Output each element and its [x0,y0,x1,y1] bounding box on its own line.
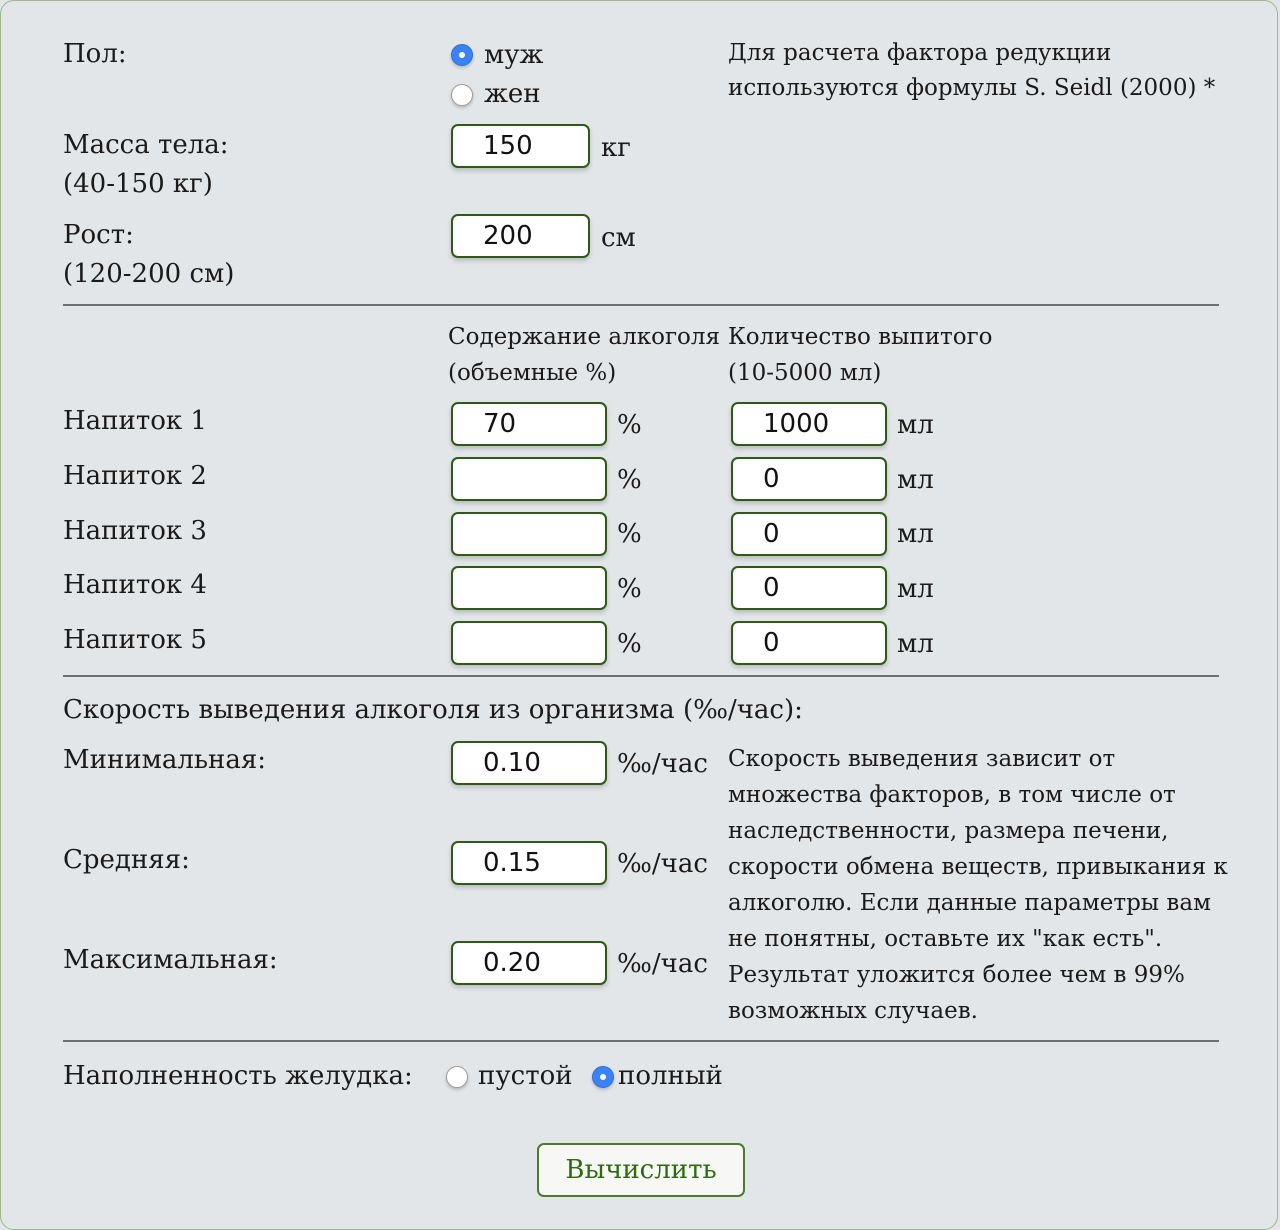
drink-5-alcohol-input[interactable] [451,621,607,665]
height-unit: см [601,223,636,253]
elimination-min-label: Минимальная: [63,745,266,775]
divider [63,1040,1219,1042]
stomach-full-label[interactable]: полный [618,1061,723,1091]
stomach-empty-label[interactable]: пустой [478,1061,573,1091]
elimination-max-unit: ‰/час [617,949,708,979]
drink-4-alcohol-input[interactable] [451,566,607,610]
elimination-note [728,741,1228,1029]
elimination-note-line: не понятны, оставьте их "как есть". [728,926,1163,952]
drink-1-ml-unit: мл [897,410,934,440]
gender-male-radio[interactable] [451,44,473,66]
elimination-note-line: возможных случаев. [728,998,978,1024]
divider [63,675,1219,677]
calculate-button[interactable]: Вычислить [537,1143,745,1197]
drink-2-label: Напиток 2 [63,461,207,491]
elimination-avg-unit: ‰/час [617,849,708,879]
drink-3-ml-unit: мл [897,519,934,549]
height-range: (120-200 см) [63,259,235,289]
elimination-note-line: Результат уложится более чем в 99% [728,962,1185,988]
gender-female-radio[interactable] [451,84,473,106]
drink-4-ml-unit: мл [897,574,934,604]
weight-label: Масса тела: [63,130,229,160]
weight-unit: кг [601,133,631,163]
drink-2-ml-unit: мл [897,465,934,495]
elimination-note-line: Скорость выведения зависит от [728,746,1116,772]
elimination-avg-label: Средняя: [63,845,190,875]
drink-1-pct-unit: % [617,410,642,440]
elimination-min-unit: ‰/час [617,749,708,779]
elimination-heading: Скорость выведения алкоголя из организма (‰/час): [63,695,803,725]
stomach-empty-radio[interactable] [446,1066,468,1088]
drink-1-label: Напиток 1 [63,406,207,436]
amount-col-header: Количество выпитого [728,324,993,350]
alcohol-col-header: Содержание алкоголя [448,324,720,350]
drink-4-label: Напиток 4 [63,570,207,600]
drink-5-label: Напиток 5 [63,625,207,655]
gender-female-label[interactable]: жен [484,79,541,109]
weight-range: (40-150 кг) [63,169,213,199]
stomach-full-radio[interactable] [592,1066,614,1088]
height-input[interactable] [451,214,590,258]
stomach-label: Наполненность желудка: [63,1061,413,1091]
elimination-max-input[interactable] [451,941,607,985]
divider [63,304,1219,306]
drink-5-amount-input[interactable] [731,621,887,665]
drink-5-ml-unit: мл [897,629,934,659]
drink-1-amount-input[interactable] [731,402,887,446]
elimination-max-label: Максимальная: [63,945,278,975]
drink-4-amount-input[interactable] [731,566,887,610]
elimination-avg-input[interactable] [451,841,607,885]
drink-1-alcohol-input[interactable] [451,402,607,446]
drink-3-label: Напиток 3 [63,516,207,546]
amount-col-subheader: (10-5000 мл) [728,360,882,386]
formula-note: Для расчета фактора редукции используются формулы S. Seidl (2000) * [728,40,1216,101]
drink-5-pct-unit: % [617,629,642,659]
drink-3-pct-unit: % [617,519,642,549]
drink-2-amount-input[interactable] [731,457,887,501]
weight-input[interactable] [451,124,590,168]
elimination-note-line: скорости обмена веществ, привыкания к [728,854,1228,880]
drink-2-pct-unit: % [617,465,642,495]
drink-3-alcohol-input[interactable] [451,512,607,556]
gender-male-label[interactable]: муж [484,40,544,70]
elimination-note-line: алкоголю. Если данные параметры вам [728,890,1211,916]
drink-2-alcohol-input[interactable] [451,457,607,501]
gender-label: Пол: [63,39,127,69]
elimination-note-line: множества факторов, в том числе от [728,782,1176,808]
height-label: Рост: [63,220,134,250]
drink-3-amount-input[interactable] [731,512,887,556]
drink-4-pct-unit: % [617,574,642,604]
elimination-note-line: наследственности, размера печени, [728,818,1169,844]
elimination-min-input[interactable] [451,741,607,785]
alcohol-col-subheader: (объемные %) [448,360,617,386]
